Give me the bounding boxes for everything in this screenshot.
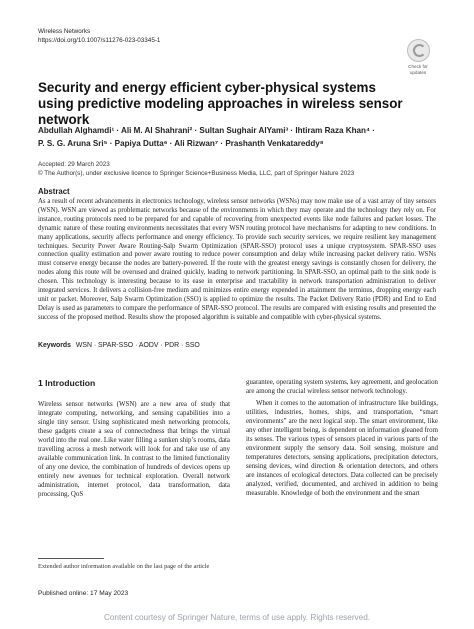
intro-paragraph: When it comes to the automation of infrastructure like buildings, utilities, industries, homes, ships, and transportation, “smart environments” are the next logical step. The smart environment, like any other intelligent being, is dependent on information gleaned from its senses. The various types of sensors placed in various parts of the environment supply the sensory data. Soil sensing, moisture and temperatures detectors, sensing applications, precipitation detectors, sensing devices, wind direction & orientation detectors, and others are instances of ecological detectors. Data collected can be precisely analyzed, verified, documented, and archived in addition to being measurable. Knowledge of both the environment and the smart [246,400,438,497]
accepted-date: Accepted: 29 March 2023 [38,161,110,168]
badge-label: Check for updates [408,64,428,75]
intro-column-left: Wireless sensor networks (WSN) are a new area of study that integrate computing, networking, and sensing capabilities into a single tiny sensor. Using sophisticated mesh networking protocols, these gadgets create a sea of connectedness that brings the virtual world into the real one. Like water filling a sunken ship’s rooms, data travelling across a mesh network will look for and take use of any available communication link. In contrast to the limited functionality of any one device, the combination of hundreds of devices opens up entirely new avenues for technical exploration. Overall network administration, internet protocol, data transformation, data processing, QoS [38,401,230,498]
copyright-line: © The Author(s), under exclusive licence to Springer Science+Business Media, LLC, part of Springer Nature 2023 [38,169,355,177]
article-title: Security and energy efficient cyber-physical systems using predictive modeling approaches in wireless sensor network [38,80,403,127]
footnote: Extended author information available on the last page of the article [38,563,210,570]
courtesy-watermark: Content courtesy of Springer Nature, terms of use apply. Rights reserved. [103,613,371,622]
check-for-updates-badge[interactable] [396,39,440,75]
abstract-text: As a result of recent advancements in electronics technology, wireless sensor networks (WSNs) may now make use of a vast array of tiny sensors (WSN). WSN are viewed as problematic networks because of the environments in which they may operate and the technology they rely on. For instance, routing protocols need to be prepared for and capable of recovering from unexpected events like node failures and packet losses. The dynamic nature of these routing environments necessitates that every WSN routing protocol have mechanisms for adapting to new conditions. In many applications, security affects performance and energy efficiency. To provide such security services, we require resilient key management techniques. Security Power Aware Routing-Salp Swarm Optimization (SPAR-SSO) protocol uses a unique cryptosystem. SPAR-SSO uses connection quality estimation and power aware routing to reduce power consumption and delay while increasing packet delivery ratio. WSNs must conserve energy because the nodes are battery-powered. If the route with the greatest energy savings is constantly chosen for delivery, the nodes along this route will be overused and drained quickly, leading to network partitioning. In SPAR-SSO, an optimal path to the sink node is chosen. This technology is interesting because to its ease in enterprise and tractability in network transportation administration to deliver integrated services. It delivers a collision-free medium and minimizes entire energy expended in attainment the terminus, dropping energy each unit or packet. Moreover, Salp Swarm Optimization (SSO) is applied to optimize the results. The Packet Delivery Ratio (PDR) and End to End Delay is used as parameters to compare the performance of SPAR-SSO protocol. The results are compared with existing results and presented the success of the proposed method. Results show the proposed algorithm is suitable and compatible with cyber-physical systems. [38,198,436,321]
keywords-list: WSN · SPAR-SSO · AODV · PDR · SSO [75,342,200,349]
footnote-divider [38,558,104,559]
authors-line-1: Abdullah Alghamdi¹ · Ali M. Al Shahrani² · Sultan Sughair AlYami³ · Ihtiram Raza Khan⁴ · [38,126,375,135]
article-dates [38,161,438,178]
intro-column-right [246,378,438,498]
abstract-heading: Abstract [38,187,70,196]
check-for-updates-icon [407,39,430,62]
journal-header [38,27,160,45]
section-heading-introduction: 1 Introduction [38,378,96,388]
intro-paragraph: guarantee, operating system systems, key agreement, and geolocation are among the crucial wireless sensor network technology. [246,379,438,395]
keywords-label: Keywords [38,342,71,349]
author-list [38,124,438,150]
keywords [38,342,200,349]
journal-name: Wireless Networks [38,28,91,35]
doi-link[interactable]: https://doi.org/10.1007/s11276-023-03345-1 [38,37,161,44]
published-date: Published online: 17 May 2023 [38,590,129,597]
authors-line-2: P. S. G. Aruna Sri⁵ · Papiya Dutta⁶ · Ali Rizwan⁷ · Prashanth Venkatareddy⁸ [38,139,324,148]
